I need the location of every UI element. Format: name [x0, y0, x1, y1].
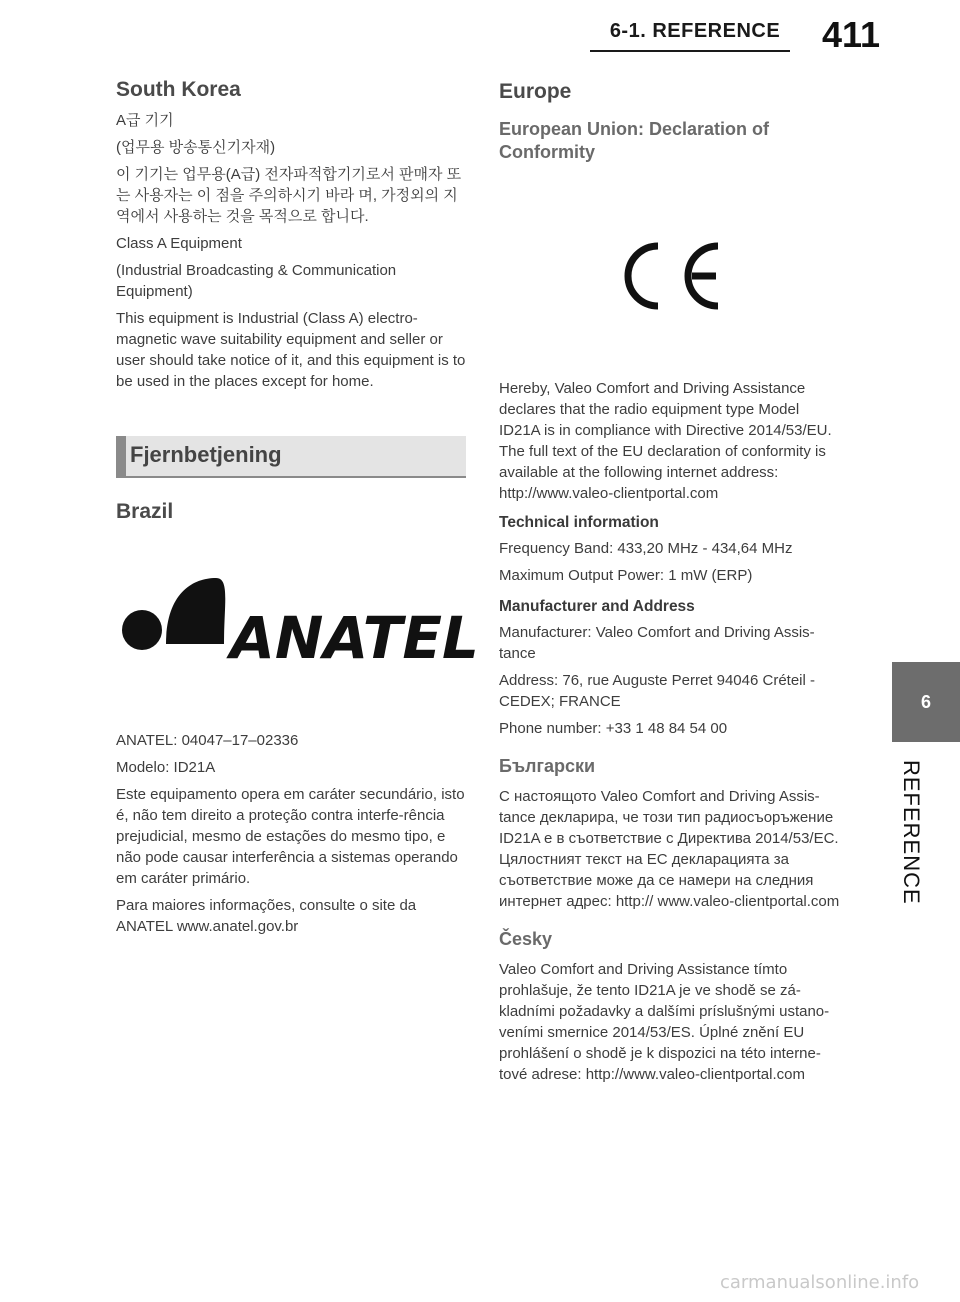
section-bar	[116, 436, 466, 478]
brazil-text-4: Para maiores informações, consulte o site da ANATEL www.anatel.gov.br	[116, 897, 417, 935]
brazil-text-2: Modelo: ID21A	[116, 759, 216, 776]
czech-text: Valeo Comfort and Driving Assistance tímto prohlašuje, že tento ID21A je ve shodě se zá-kladními požadavky a dalšími príslušnými ustano-veními smernice 2014/53/ES. Úplné znění EU prohlášení o shodě je k dispozici na této interne-tové adrese: http://www.valeo-clientportal.com	[499, 961, 830, 1083]
page-number: 411	[822, 14, 881, 55]
europe-heading: Europe	[499, 80, 572, 103]
eu-declaration-text: Hereby, Valeo Comfort and Driving Assistance declares that the radio equipment type Model ID21A is in compliance with Directive 2014/53/EU. The full text of the EU declaration of conformity is available at the following internet address: http://www.valeo-clientportal.com	[499, 380, 832, 502]
south-korea-heading: South Korea	[116, 78, 241, 101]
ce-mark-icon	[618, 240, 724, 312]
czech-heading: Česky	[499, 929, 553, 949]
chapter-tab-number: 6	[920, 691, 931, 712]
brazil-heading: Brazil	[116, 500, 174, 523]
section-title: 6-1. REFERENCE	[609, 20, 781, 42]
korea-text-1: A급 기기	[116, 112, 174, 129]
brazil-text-1: ANATEL: 04047–17–02336	[116, 732, 299, 749]
eu-declaration-heading: European Union: Declaration of Conformity	[499, 119, 770, 162]
address-text: Address: 76, rue Auguste Perret 94046 Créteil - CEDEX; FRANCE	[499, 672, 816, 710]
korea-text-6: This equipment is Industrial (Class A) electro-magnetic wave suitability equipment and seller or user should take notice of it, and this equipment is to be used in the places except for home.	[116, 310, 466, 390]
anatel-logo	[120, 574, 479, 672]
bulgarian-text: С настоящото Valeo Comfort and Driving Assis-tance декларира, че този тип радиосъоръжение ID21A е в съответствие с Директива 2014/53/ЕС. Цялостният текст на ЕС декларацията за съответствие може да се намери на следния интернет адрес: http:// www.valeo-clientportal.com	[499, 788, 840, 910]
europe-section-top	[499, 80, 844, 172]
header-rule	[590, 50, 790, 52]
korea-text-5: (Industrial Broadcasting & Communication Equipment)	[116, 262, 397, 300]
south-korea-section	[116, 78, 466, 398]
tech-info-heading: Technical information	[499, 514, 659, 531]
phone-text: Phone number: +33 1 48 84 54 00	[499, 720, 728, 737]
output-power: Maximum Output Power: 1 mW (ERP)	[499, 567, 753, 584]
europe-section	[499, 378, 844, 1091]
frequency-band: Frequency Band: 433,20 MHz - 434,64 MHz	[499, 540, 793, 557]
korea-text-2: (업무용 방송통신기자재)	[116, 139, 276, 156]
anatel-logo-text: ANATEL	[230, 604, 479, 672]
manufacturer-text: Manufacturer: Valeo Comfort and Driving Assis-tance	[499, 624, 815, 662]
brazil-text-3: Este equipamento opera em caráter secundário, isto é, não tem direito a proteção contra interfe-rência prejudicial, mesmo de estações do mesmo tipo, e não pode causar interferência a sistemas operando em caráter primário.	[116, 786, 465, 887]
brazil-heading-wrap	[116, 500, 466, 532]
chapter-tab[interactable]	[892, 662, 960, 742]
manufacturer-heading: Manufacturer and Address	[499, 598, 695, 615]
chapter-tab-label: REFERENCE	[899, 760, 924, 905]
brazil-section	[116, 730, 466, 943]
section-bar-title: Fjernbetjening	[130, 442, 282, 467]
watermark: carmanualsonline.info	[720, 1272, 920, 1293]
korea-text-3: 이 기기는 업무용(A급) 전자파적합기기로서 판매자 또는 사용자는 이 점을 주의하시기 바라 며, 가정외의 지역에서 사용하는 것을 목적으로 합니다.	[116, 166, 462, 225]
bulgarian-heading: Български	[499, 756, 596, 776]
korea-text-4: Class A Equipment	[116, 235, 242, 252]
